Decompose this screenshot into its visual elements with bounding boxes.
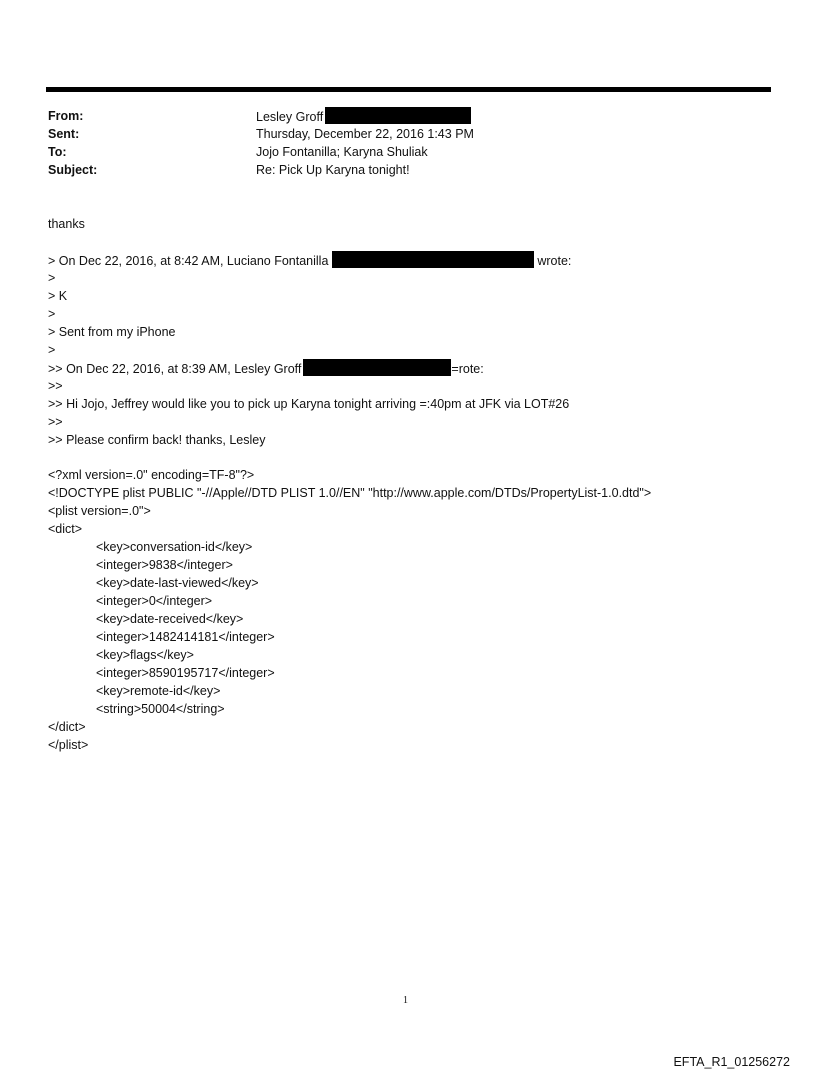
header-rule [46,87,771,92]
xml-line: <integer>0</integer> [96,594,213,608]
quote-line: > [48,271,56,285]
sent-label: Sent: [48,127,80,141]
quote-line: > [48,307,56,321]
redaction-block [325,107,471,124]
quote-line [48,251,571,270]
quote-text: wrote: [537,254,572,268]
greeting-line: thanks [48,217,85,231]
quote-line: >> [48,379,63,393]
from-label: From: [48,109,84,123]
xml-line: <key>flags</key> [96,648,194,662]
quote-line: >> [48,415,63,429]
xml-line: <string>50004</string> [96,702,225,716]
subject-label: Subject: [48,163,98,177]
redaction-block [332,251,534,268]
subject-value: Re: Pick Up Karyna tonight! [256,163,410,177]
xml-line: <key>date-received</key> [96,612,244,626]
quote-line: >> Please confirm back! thanks, Lesley [48,433,266,447]
xml-line: <key>remote-id</key> [96,684,221,698]
quote-line: > K [48,289,68,303]
to-value: Jojo Fontanilla; Karyna Shuliak [256,145,428,159]
redaction-block [303,359,451,376]
quote-line [48,359,484,378]
xml-line: </dict> [48,720,86,734]
from-value [256,107,471,126]
xml-line: <key>date-last-viewed</key> [96,576,259,590]
xml-line: <?xml version=.0" encoding=TF-8"?> [48,468,255,482]
from-name: Lesley Groff [256,110,324,124]
xml-line: <plist version=.0"> [48,504,151,518]
xml-line: <integer>8590195717</integer> [96,666,275,680]
quote-line: > [48,343,56,357]
xml-line: <integer>9838</integer> [96,558,233,572]
document-id: EFTA_R1_01256272 [673,1055,790,1069]
quote-line: >> Hi Jojo, Jeffrey would like you to pick up Karyna tonight arriving =:40pm at JFK via LOT#26 [48,397,570,411]
xml-line: <integer>1482414181</integer> [96,630,275,644]
quote-line: > Sent from my iPhone [48,325,176,339]
xml-line: <!DOCTYPE plist PUBLIC "-//Apple//DTD PLIST 1.0//EN" "http://www.apple.com/DTDs/PropertyList-1.0.dtd"> [48,486,652,500]
xml-line: <dict> [48,522,83,536]
xml-line: </plist> [48,738,89,752]
quote-text: > On Dec 22, 2016, at 8:42 AM, Luciano Fontanilla [48,254,329,268]
quote-text: =rote: [451,362,484,376]
page-number: 1 [403,995,408,1006]
quote-text: >> On Dec 22, 2016, at 8:39 AM, Lesley Groff [48,362,302,376]
to-label: To: [48,145,67,159]
xml-line: <key>conversation-id</key> [96,540,253,554]
sent-value: Thursday, December 22, 2016 1:43 PM [256,127,474,141]
